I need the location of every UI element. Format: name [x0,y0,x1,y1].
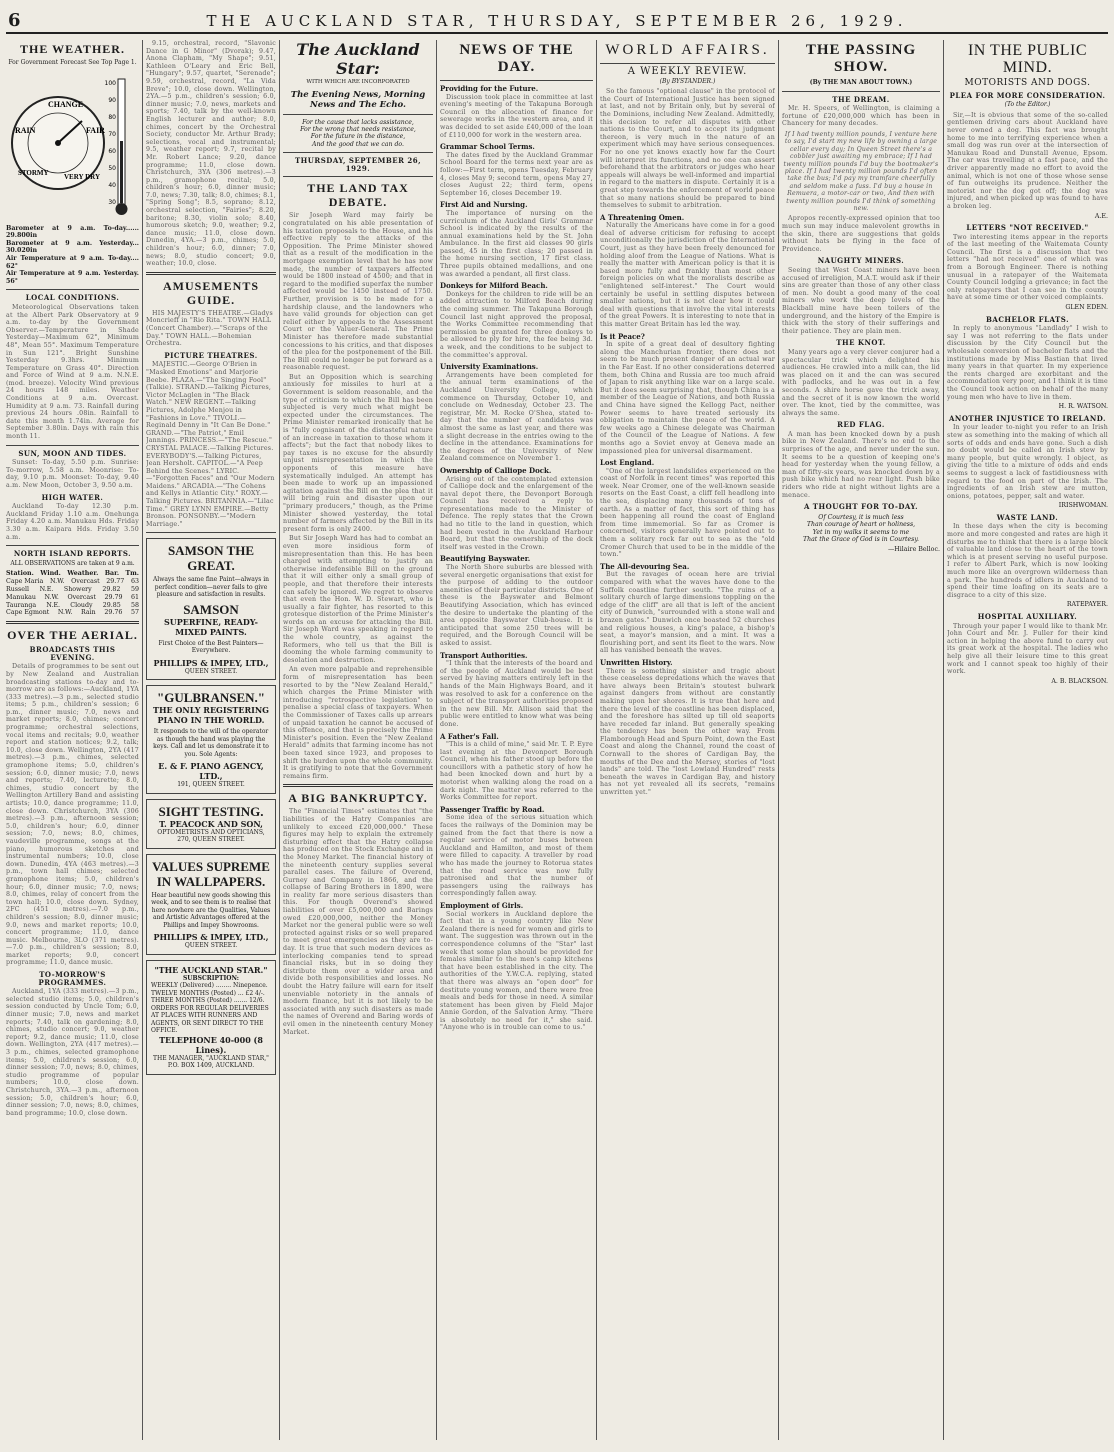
north-island-title: NORTH ISLAND REPORTS. [13,549,132,559]
table-row: Russell N.E. Showery 29.82 59 [6,585,139,593]
dial-very-dry: VERY DRY [64,172,100,181]
svg-text:90: 90 [108,96,116,104]
forecast-note: For Government Forecast See Top Page 1. [8,59,137,66]
tomorrow-title: TO-MORROW'S PROGRAMMES. [38,970,107,987]
svg-text:30: 30 [108,198,116,206]
svg-text:60: 60 [108,147,116,155]
dial-rain: RAIN [15,125,36,135]
samson-ad: SAMSON THE GREAT. Always the same fine Paint—always in perfect condition—never fails to give pleasure and satisfaction in results. SAMSON SUPERFINE, READY-MIXED PAINTS. First Choice of the Best Painters—Everywhere. PHILLIPS & IMPEY, LTD., QUEEN STREET. [146,538,276,680]
svg-text:70: 70 [108,130,116,138]
column-amusements: 9.15, orchestral, record, "Slavonic Dance in G Minor" (Dvorak); 9.47, Anona Clapham, "My Shape"; 9.51, Kathleen O'Leary and Eric Bell, "Hungary"; 9.57, quartet, "Serenade"; 9.59, orchestral, record, "La Vida Breve"; 10.0, close down. Wellington, 2YA.—5 p.m., children's session; 6.0, dinner music; 7.0, news, markets and sports; 7.40, talk by the well-known English lecturer and author; 8.0, chimes, concert by the Orchestral Society, conductor Mr. Arthur Brady; selections, vocal and instrumental; 9.5, weather report; 9.7, recital by Mr. Robert Lance; 9.20, dance programme; 11.0, close down. Christchurch, 3YA (306 metres).—3 p.m., gramophone recital; 5.0, children's hour; 6.0, dinner music; 7.0, news; 7.30, talk; 8.0, chimes; 8.1, "Spring Song"; 8.5, soprano; 8.12, orchestral selection, "Fairies"; 8.20, baritone; 8.30, violin solo; 8.40, humorous sketch; 9.0, weather; 9.2, dance music; 11.0, close down. Dunedin, 4YA.—3 p.m., chimes; 5.0, children's hour; 6.0, dinner; 7.0, news; 8.0, studio concert; 9.0, weather; 10.0, close. AMUSEMENTS GUIDE. HIS MAJESTY'S THEATRE.—Gladys Moncrieff in "Rio Rita." TOWN HALL (Concert Chamber).—"Scraps of the Day." TOWN HALL.—Bohemian Orchestra. PICTURE THEATRES. MAJESTIC.—George O'Brien in "Masked Emotions" and Marjorie Beebe. PLAZA.—"The Singing Fool" (Talkie). STRAND.—Talking Pictures, Victor McLaglen in "The Black Watch." NEW REGENT.—Talking Pictures, Adolphe Menjou in "Fashions in Love." TIVOLI.—Reginald Denny in "It Can Be Done." GRAND.—"The Patriot," Emil Jannings. PRINCESS.—"The Rescue." CRYSTAL PALACE.—Talking Pictures. EVERYBODY'S.—Talking Pictures, Jean Hersholt. CAPITOL.—"A Peep Behind the Scenes." LYRIC.—"Forgotten Faces" and "Our Modern Maidens." ARCADIA.—"The Cohens and Kellys in Atlantic City." ROXY.—Talking Pictures. BRITANNIA.—"Lilac Time." GREY LYNN EMPIRE.—Betty Bronson. PONSONBY.—"Modern Marriage." SAMSON THE GREAT. Always the same fine Paint—always in perfect condition—never fails to give pleasure and satisfaction in results. SAMSON SUPERFINE, READY-MIXED PAINTS. First Choice of the Best Painters—Everywhere. PHILLIPS & IMPEY, LTD., QUEEN STREET. "GULBRANSEN." THE ONLY REGISTERING PIANO IN THE WORLD. It responds to the will of the operator as though the hand was playing the keys. Call and let us demonstrate it to you. Sole Agents: E. & F. PIANO AGENCY, LTD., 191, QUEEN STREET. SIGHT TESTING. T. PEACOCK AND SON, OPTOMETRISTS AND OPTICIANS, 270, QUEEN STREET. VALUES SUPREME IN WALLPAPERS. Hear beautiful new goods showing this week, and to see them is to realise that here nowhere are the Qualities, Values and Artistic Advantages offered at the Phillips and Impey Showrooms. PHILLIPS & IMPEY, LTD., QUEEN STREET. "THE AUCKLAND STAR." SUBSCRIPTION: WEEKLY (Delivered) ........ Ninepence. TWELVE MONTHS (Posted) ... £2 4/-. THREE MONTHS (Posted) ....... 12/6. ORDERS FOR REGULAR DELIVERIES AT PLACES WITH RUNNERS AND AGENTS, OR SENT DIRECT TO THE OFFICE. TELEPHONE 40-000 (8 Lines). THE MANAGER, "AUCKLAND STAR," P.O. BOX 1409, AUCKLAND. [146,40,276,1440]
masthead [6,6,1108,34]
column-weather: THE WEATHER. For Government Forecast See Top Page 1. CHANGE FAIR RAIN STORMY VERY DRY 100 90 80 70 60 50 40 30 Barometer at 9 a.m. To-day...... 29.800in Barometer at 9 a.m. Yesterday... 30.020in Air Temperature at 9 a.m. To-day.... 62° Air Temperature at 9 a.m. Yesterday. 56° LOCAL CONDITIONS. Meteorological Observations taken at the Albert Park Observatory at 9 a.m. to-day by the Government Observer.—Temperature in Shade Yesterday—Maximum 62°, Minimum 48°, Mean 55°. Maximum Temperature in Sun 121°. Bright Sunshine Yesterday 9.3hrs. Minimum Temperature on Grass 40°. Direction and Force of Wind at 9 a.m. N.N.E. (mod. breeze). Velocity Wind previous 24 hours 148 miles. Weather Conditions at 9 a.m. Overcast. Humidity at 9 a.m. 73. Rainfall during previous 24 hours .08in. Rainfall to date this month 1.74in. Average for September 3.80in. Days with rain this month 11. SUN, MOON AND TIDES. Sunset: To-day, 5.50 p.m. Sunrise: To-morrow, 5.58 a.m. Moonrise: To-day, 9.10 p.m. Moonset: To-day, 9.40 a.m. New Moon, October 3, 9.50 a.m. HIGH WATER. Auckland To-day 12.30 p.m. Auckland Friday 1.10 a.m. Onehunga Friday 4.20 a.m. Manukau Hds. Friday 3.30 a.m. Kaipara Hds. Friday 3.50 a.m. NORTH ISLAND REPORTS. ALL OBSERVATIONS are taken at 9 a.m. Station. Wind. Weather. Bar. Tm. Cape Maria N.W. Overcast 29.77 63 Russell N.E. Showery 29.82 59 Manukau N.W. Overcast 29.79 61 Tauranga N.E. Cloudy 29.85 58 Cape Egmont N.W. Rain 29.76 57 OVER THE AERIAL. BROADCASTS THIS EVENING. Details of programmes to be sent out by New Zealand and Australian broadcasting stations to-day and to-morrow are as follows:—Auckland, 1YA (333 metres).—3 p.m., selected studio items; 5 p.m., children's session; 6 p.m., dinner music; 7.0, news and market reports; 8.0, chimes; concert programme; orchestral selections, vocal items and recitals; 9.0, weather report and station notices; 9.2, talk; 10.0, close down. Wellington, 2YA (417 metres).—3 p.m., chimes, selected gramophone items; 5.0, children's session; 6.0, dinner music; 7.0, news and reports; 7.40, lecturette; 8.0, chimes, studio concert by the Wellington Artillery Band and assisting artists; 10.0, dance programme; 11.0, close down. Christchurch, 3YA (306 metres).—3 p.m., afternoon session; 5.0, children's hour; 6.0, dinner session; 7.0, news; 8.0, chimes, vaudeville programme, songs at the piano, humorous sketches and instrumental numbers; 10.0, close down. Dunedin, 4YA (463 metres).—3 p.m., town hall chimes; selected gramophone items; 5.0, children's hour; 6.0, dinner music; 7.0, news; 8.0, chimes, relay of concert from the town hall; 10.0, close down. Sydney, 2FC (451 metres).—7.0 p.m., children's session; 8.0, dinner music; 9.0, news and market reports; 10.0, concert programme; 11.0, dance music. Melbourne, 3LO (371 metres).—7.0 p.m., children's session; 8.0, market reports; 9.0, concert programme; 11.0, dance music. TO-MORROW'S PROGRAMMES. Auckland, 1YA (333 metres).—3 p.m., selected studio items; 5.0, children's session conducted by Uncle Tom; 6.0, dinner music; 7.0, news and market reports; 7.40, talk on gardening; 8.0, chimes, studio concert; 9.0, weather report; 9.2, dance music; 11.0, close down. Wellington, 2YA (417 metres).—3 p.m., chimes, selected gramophone items; 5.0, children's session; 6.0, dinner session; 7.0, news; 8.0, chimes, studio programme of popular numbers; 10.0, close down. Christchurch, 3YA.—3 p.m., afternoon session; 5.0, children's hour; 6.0, dinner session; 7.0, news; 8.0, chimes, band programme; 10.0, close down. [6,42,139,1117]
news-title: NEWS OF THE DAY. [459,42,574,75]
stations-table [6,570,139,617]
page-number: 6 [8,10,21,31]
barometer-dial-icon [6,71,139,221]
aerial-title: OVER THE AERIAL. [7,628,138,643]
table-row: Cape Maria N.W. Overcast 29.77 63 [6,578,139,586]
column-editorial: The Auckland Star: WITH WHICH ARE INCORPORATED The Evening News, Morning News and The Echo. For the cause that lacks assistance, For the wrong that needs resistance, For the future in the distance, And the good that we can do. THURSDAY, SEPTEMBER 26, 1929. THE LAND TAX DEBATE. Sir Joseph Ward may fairly be congratulated on his able presentation of his taxation proposals to the House, and his effective reply to the attacks of the Opposition. The Prime Minister showed that as a result of the modification in the mortgage exemption level that he has now made, the number of taxpayers affected would be 1800 instead of 4500; and that in regard to the modified superfax the number affected would be 1450 instead of 1750. Further, provision is to be made for a hardship clause, and the landowners who have valid grounds for objection can get relief either by appeals to the Assessment Court or the Valuer-General. The Prime Minister has therefore made substantial concessions to his critics, and that disposes of the plea for the postponement of the Bill. The Bill could no longer be put forward as a reasonable request. But an Opposition which is searching anxiously for missiles to hurl at a Government is seldom reasonable, and the type of criticism to which the Bill has been subjected is very much what might be expected under the circumstances. The Prime Minister remarked ironically that he is "fully cognisant of the distasteful nature of an increase in taxation to those whom it affects"; but the fact that nobody likes to pay taxes is no excuse for the absurdly unjust misrepresentation in which the opponents of this measure have systematically indulged. An attempt has been made to work up an impassioned agitation against the Bill on the plea that it will bring ruin and disaster upon our "primary producers," though, as the Prime Minister showed yesterday, the total number of farmers affected by the Bill in its present form is only 2400. But Sir Joseph Ward has had to combat an even more insidious form of misrepresentation than this. He has been charged with attempting to justify an otherwise indefensible Bill on the ground that it will either only a small group of people, and that therefore their interests can safely be ignored. We regret to observe that even the Hon. W. D. Stewart, who is usually a fair fighter, has resorted to this grotesque distortion of the Prime Minister's words on an excuse for attacking the Bill. Sir Joseph Ward was speaking in regard to the whole country, as against the Reformers, who tell us that the Bill is dooming the whole farming community to desolation and destruction. An even more palpable and reprehensible form of misrepresentation has been resorted to by the "New Zealand Herald," which charges the Prime Minister with introducing "retrospective legislation" to penalise a special class of taxpayers. When the Commissioner of Taxes calls up arrears of unpaid taxation he cannot be accused of this offence, and that is precisely the Prime Minister's position. Even the "New Zealand Herald" admits that farming income has not been taxed since 1923, and proposes to shift the burden upon the whole community. It is gratifying to note that the Government remains firm. A BIG BANKRUPTCY. The "Financial Times" estimates that "the liabilities of the Hatry Companies are unlikely to exceed £20,000,000." These figures may help to explain the extremely disturbing effect that the Hatry collapse has produced on the Stock Exchange and in the Money Market. The financial history of the nineteenth century supplies several parallel cases. The failure of Overend, Gurney and Company in 1866, and the collapse of Baring Brothers in 1890, were in reality far more serious disasters than this. For though Overend's showed liabilities of over £5,000,000 and Barings owed £20,000,000, neither the Money Market nor the general public were so well protected against risks or so well prepared to meet great emergencies as they are to-day. It is true that such modern devices as interlocking companies tend to spread financial risks, but in so doing they distribute them over a wider area and divide both responsibilities and losses. No doubt the Hatry failure will earn for itself unenviable notoriety in the annals of modern finance, but it is not likely to be associated with any such disasters as made the names of Overend and Baring words of evil omen in the nineteenth century Money Market. [283,40,433,1036]
thought-poem: Of Courtesy, it is much less Than courage of heart or holiness, Yet in my walks it seems to me That the Grace of God is in Courtesy. [802,513,920,544]
stations-header: Station. Wind. Weather. Bar. Tm. [6,570,139,578]
passing-byline: (By THE MAN ABOUT TOWN.) [809,79,913,86]
star-title: The Auckland Star: [296,40,420,78]
local-conditions-title: LOCAL CONDITIONS. [25,293,120,303]
table-row: Cape Egmont N.W. Rain 29.76 57 [6,609,139,617]
wallpaper-ad: VALUES SUPREME IN WALLPAPERS. Hear beautiful new goods showing this week, and to see them is to realise that here nowhere are the Qualities, Values and Artistic Advantages offered at the Phillips and Impey Showrooms. PHILLIPS & IMPEY, LTD., QUEEN STREET. [146,854,276,955]
world-byline: (By BYSTANDER.) [659,77,716,85]
barometer-graphic [6,71,139,221]
column-world-affairs: WORLD AFFAIRS. A WEEKLY REVIEW. (By BYSTANDER.) So the famous "optional clause" in the protocol of the Court of International Justice has been signed at last, and not by Britain only, but by several of the Dominions, including New Zealand. Admittedly, this decision to refer all disputes with other nations to the Court, and to accept its judgment thereon, is very much in the nature of an experiment which may have serious consequences. For no one yet knows exactly how far the Court will interpret its functions, and no one can assert beforehand that the arbitrators or judges who hear appeals will always be well-informed and impartial in regard to the matters in dispute. Certainly it is a great step towards the enforcement of world peace that so many nations should be prepared to bind themselves to submit to arbitration. A Threatening Omen. Naturally the Americans have come in for a good deal of adverse criticism for refusing to accept unconditionally the jurisdiction of the International Court, just as they have been freely denounced for holding aloof from the League of Nations. What is really the matter with American policy is that it is based more fully and frankly than most other foreign policies on what the moralists describe as "enlightened self-interest." The Court would certainly be useful in settling disputes between smaller nations, but it is not clear how it could deal with questions that involve the vital interests of the great Powers. It is interesting to note that in this matter Great Britain has led the way. Is it Peace? In spite of a great deal of desultory fighting along the Manchurian frontier, there does not seem to be much present danger of an actual war in the Far East. If no other considerations deterred them, both China and Russia are too much afraid of Japan to risk anything like war on a large scale. But it does seem surprising that, though China is a member of the League of Nations, and both Russia and China have signed the Kellogg Pact, neither Power seems to have treated seriously its obligation to maintain the peace of the world. A few weeks ago a Chinese delegate was Chairman of the Council of the League of Nations. A few months ago a Soviet envoy at Geneva made an impassioned plea for universal disarmament. Lost England. "One of the largest landslides experienced on the coast of Norfolk in recent times" was reported this week. Near Cromer, one of the well-known seaside resorts on the East Coast, a cliff fell headlong into the sea, displacing many thousands of tons of earth. As a matter of fact, this sort of thing has been happening all round the coast of England from time immemorial. So far as Cromer is concerned, visitors generally have pointed out to them a solitary rock far out to sea as the "old Cromer Church that used to be in the middle of the town." The All-devouring Sea. But the ravages of ocean here are trivial compared with what the waves have done to the Suffolk coastline further south. "The ruins of a solitary church of large dimensions toppling on the edge of the cliff" are all that is left of the ancient city of Dunwich, "surrounded with a stone wall and brazen gates." Dunwich once boasted 52 churches and religious houses, a king's palace, a bishop's seat, a mayor's mansion, and a mint. It was a flourishing port, and sent its fleet to the wars. Now all has vanished beneath the waves. Unwritten History. There is something sinister and tragic about these ceaseless depredations which the waves that have always been Britain's stoutest bulwark against dangers from without are constantly making upon her shores. It is true that here and there the level of the coastline has been displaced, and the foreshore has silted up till old seaports have receded far inland. But generally speaking the tendency has been the other way. From Flamborough Head and Spurn Point, down the East Coast and along the Channel, round the coast of Cornwall to the shores of Cardigan Bay, the mouths of the Dee and the Mersey, stories of "lost lands" are told. The "lost Lowland Hundred" rests beneath the waves in Cardigan Bay, and history has not yet revealed all its secrets, "remains unwritten yet." [600,42,775,797]
gulbransen-ad: "GULBRANSEN." THE ONLY REGISTERING PIANO IN THE WORLD. It responds to the will of the operator as though the hand was playing the keys. Call and let us demonstrate it to you. Sole Agents: E. & F. PIANO AGENCY, LTD., 191, QUEEN STREET. [146,685,276,794]
table-row: Manukau N.W. Overcast 29.79 61 [6,593,139,601]
sun-moon-tides-title: SUN, MOON AND TIDES. [18,448,127,458]
svg-text:100: 100 [104,79,116,87]
dateline: THURSDAY, SEPTEMBER 26, 1929. [294,156,422,173]
column-passing-show: THE PASSING SHOW. (By THE MAN ABOUT TOWN.) THE DREAM. Mr. H. Speers, of Wellington, is claiming a fortune of £20,000,000 which has been in Chancery for many decades. If I had twenty million pounds, I venture here to say, I'd start my new life by owning a large cellar every day; In Queen Street there's a cobbler just awaiting my embrace; If I had twenty million pounds I'd buy the bootmaker's place. If I had twenty million pounds I'd often take the bus; I'd pay my tramfare cheerfully and seldom make a fuss. I'd buy a house in Remuera, a motor-car or two, And then with twenty million pounds I'd think of something new. Apropos recently-expressed opinion that too much sun may induce malevolent growths in the skin, there are suggestions that golds without hats be flying in the face of Providence. NAUGHTY MINERS. Seeing that West Coast miners have been accused of irreligion, M.A.T. would ask if their sins are greater than those of any other class of men. No doubt a good many of the coal miners who work the deep levels of the Blackball mine have been toilers of the underground, and the history of the Empire is thick with the story of their sufferings and their patience. They are plain men. THE KNOT. Many years ago a very clever conjurer had a spectacular trick which delighted his audiences. He crawled into a milk can, the lid was placed on it and the can was secured with padlocks, and he was out in a few seconds. A shire horse gave the trick away, and the secret of it is now known the world over. The knot, tied by the committee, was always the same. RED FLAG. A man has been knocked down by a push bike in New Zealand. There's no end to the surprises of the age, and never under the sun. It seems to be a question of keeping one's head for yesterday when the young fellow, a man of fifty-six years, was knocked down by a push bike which had no rear light. Push bike riders who ride at night without lights are a menace. A THOUGHT FOR TO-DAY. Of Courtesy, it is much less Than courage of heart or holiness, Yet in my walks it seems to me That the Grace of God is in Courtesy. —Hilaire Belloc. [782,42,940,554]
public-mind-title: IN THE PUBLIC MIND. [967,42,1088,76]
motto: For the cause that lacks assistance, For the wrong that needs resistance, For the future in the distance, And the good that we can do. [300,118,416,148]
subscription-ad: "THE AUCKLAND STAR." SUBSCRIPTION: WEEKLY (Delivered) ........ Ninepence. TWELVE MONTHS (Posted) ... £2 4/-. THREE MONTHS (Posted) ....... 12/6. ORDERS FOR REGULAR DELIVERIES AT PLACES WITH RUNNERS AND AGENTS, OR SENT DIRECT TO THE OFFICE. TELEPHONE 40-000 (8 Lines). THE MANAGER, "AUCKLAND STAR," P.O. BOX 1409, AUCKLAND. [146,960,276,1075]
world-title: WORLD AFFAIRS. [605,42,770,58]
svg-text:50: 50 [108,164,116,172]
dial-change: CHANGE [48,99,84,109]
dial-stormy: STORMY [18,168,49,177]
world-subtitle: A WEEKLY REVIEW. [627,66,748,77]
public-mind-subtitle: MOTORISTS AND DOGS. [964,78,1091,88]
masthead-title: THE AUCKLAND STAR, THURSDAY, SEPTEMBER 26, 1929. [206,12,908,30]
bankruptcy-title: A BIG BANKRUPTCY. [288,791,428,806]
sight-testing-ad: SIGHT TESTING. T. PEACOCK AND SON, OPTOMETRISTS AND OPTICIANS, 270, QUEEN STREET. [146,799,276,849]
dial-fair: FAIR [86,125,105,135]
land-tax-title: THE LAND TAX DEBATE. [307,181,409,210]
aerial-subtitle: BROADCASTS THIS EVENING. [29,645,116,662]
svg-text:80: 80 [108,113,116,121]
column-public-mind: IN THE PUBLIC MIND. MOTORISTS AND DOGS. PLEA FOR MORE CONSIDERATION. (To the Editor.) Sir,—It is obvious that some of the so-called gentlemen driving cars about Auckland have never owned a dog. This fact was brought home to me into terrifying experience when a small dog was run over at the intersection of Manukau Road and Dunstall Avenue, Epsom. The car was travelling at a fast pace, and the driver apparently made no effort to avoid the animal, which is not one of those whose sense of fun outweighs its prudence. Neither the motorist nor the dog got off; the dog was injured, and when picked up was found to have a broken leg. A.E. LETTERS "NOT RECEIVED." Two interesting items appear in the reports of the last meeting of the Waitemata County Council. The first is a discussion that two letters "had not received" one of which was from a Borough Engineer. There is nothing unusual in a ratepayer of the Waitemata County Council lodging a grievance; in fact the only ratepayers that I can see in the county have at some time or other voiced complaints. GLEN EDEN. BACHELOR FLATS. In reply to anonymous "Landlady" I wish to say I was not referring to the flats under discussion by the City Council but the wholesale conversion of bachelor flats and the institutions made by Miss Bastian that lived many years in that quarter. In my experience the rents charged are exorbitant and the accommodation very poor, and I think it is time the Council took action on behalf of the many young men who have to live in them. H. R. WATSON. ANOTHER INJUSTICE TO IRELAND. In your leader to-night you refer to an Irish stew as something into the making of which all sorts of odds and ends have gone. Such a dish no doubt would be called an Irish stew by many people, but quite wrongly. I object, as giving the title to a mixture of odds and ends seems to suggest a lack of fastidiousness with regard to the food on part of the Irish. The ingredients of an Irish stew are mutton, onions, potatoes, pepper, salt and water. IRISHWOMAN. WASTE LAND. In these days when the city is becoming more and more congested and rates are high it disturbs me to think that there is a large block of valuable land close to the heart of the town which is at present serving no useful purpose. I refer to Albert Park, which is now looking much more like an overgrown wilderness than a park. The hundreds of idlers in Auckland to spend their time loafing on its seats are a disgrace to a city of this size. RATEPAYER. HOSPITAL AUXILIARY. Through your paper I would like to thank Mr. John Court and Mr. J. Fuller for their kind action in helping the above fund to carry out its great work at the hospital. The ladies who help give all their leisure time to this great work and I cannot speak too highly of their work. A. B. BLACKSON. [947,42,1108,685]
barometer-readings: Barometer at 9 a.m. To-day...... 29.800in Barometer at 9 a.m. Yesterday... 30.020in Air Temperature at 9 a.m. To-day.... 62° Air Temperature at 9 a.m. Yesterday. 56° [6,224,139,285]
weather-title: THE WEATHER. [20,42,125,56]
svg-text:40: 40 [108,181,116,189]
amusements-title: AMUSEMENTS GUIDE. [162,278,259,307]
table-row: Tauranga N.E. Cloudy 29.85 58 [6,601,139,609]
column-news: NEWS OF THE DAY. Providing for the Future. Discussion took place in committee at last evening's meeting of the Takapuna Borough Council on the allocation of finance for sewerage works in the western area, and it was decided to set aside £40,000 of the loan of £110,000 for work in the western area. Grammar School Terms. The dates fixed by the Auckland Grammar School Board for the terms next year are as follow:—First term, opens Tuesday, February 4, closes May 9; second term, opens May 27, closes August 22; third term, opens September 16, closes December 19. First Aid and Nursing. The importance of nursing on the curriculum of the Auckland Girls' Grammar School is indicated by the results of the annual examinations held by the St. John Ambulance. In the first aid classes 90 girls passed, 45 in the first class; 20 passed in the home nursing section, 17 first class. Three pupils obtained medallions, and one was awarded a pendant, all first class. Donkeys for Milford Beach. Donkeys for the children to ride will be an added attraction to Milford Beach during the coming summer. The Takapuna Borough Council last night approved the proposal, the Works Committee recommending that permission be granted for three donkeys to be allowed to ply for hire, the fee being 3d. a week, and the conditions to be subject to the committee's approval. University Examinations. Arrangements have been completed for the annual term examinations of the Auckland University College, which commence on Thursday, October 10, and conclude on Wednesday, October 23. The registrar, Mr. M. Rocke O'Shea, stated to-day that the number of candidates was almost the same as last year, and there was a slight decrease in the entries owing to the decline in the attendance. Examinations for the degrees of the University of New Zealand commence on November 1. Ownership of Calliope Dock. Arising out of the contemplated extension of Calliope dock and the enlargement of the naval depot there, the Devonport Borough Council has received a reply to representations made to the Minister of Defence. The reply states that the Crown had no title to the land in question, which had been vested in the Auckland Harbour Board, but that the ownership of the dock itself was vested in the Crown. Beautifying Bayswater. The North Shore suburbs are blessed with several energetic organisations that exist for the purpose of adding to the outdoor amenities of their particular districts. One of these is the Bayswater and Belmont Beautifying Association, which has evinced the desire to undertake the planting of the area opposite Bayswater Club-house. It is anticipated that some 250 trees will be required, and the Borough Council will be asked to assist. Transport Authorities. "I think that the interests of the board and of the people of Auckland would be best served by having matters entirely left in the hands of the Main Highways Board, and it was resolved to ask for a conference on the subject of the transport authorities proposed in the new Bill. Mr. Allison said that the public were entitled to know what was being done. A Father's Fall. "This is a child of mine," said Mr. T. P. Eyre last evening at the Devonport Borough Council, when his father stood up before the councillors with a pathetic story of how he had been knocked down and hurt by a motorist when walking along the road on a dark night. The matter was referred to the Works Committee for report. Passenger Traffic by Road. Some idea of the serious situation which faces the railways of the Dominion may be gained from the fact that there is now a regular service of motor buses between Auckland and Hamilton, and most of them were filled to capacity. A traveller by road who has made the journey to Rotorua states that the road service was now fully patronised and that the number of passengers using the railways has correspondingly fallen away. Employment of Girls. Social workers in Auckland deplore the fact that in a young country like New Zealand there is need for women and girls to want. The suggestion was thrown out in the correspondence columns of the "Star" last week that some plan should be provided for females similar to the men's camp kitchens that have been established in the city. The authorities of the Y.W.C.A. replying, stated that there was always an "open door" for destitute young women, and there were free meals and beds for those in need. A similar statement has been given by Field Major Annie Gordon, of the Salvation Army. "There is absolutely no need for it," she said. "Anyone who is in trouble can come to us." [440,42,593,1032]
newspaper-page [6,6,1108,1446]
passing-title: THE PASSING SHOW. [805,42,917,75]
high-water-title: HIGH WATER. [41,492,104,502]
